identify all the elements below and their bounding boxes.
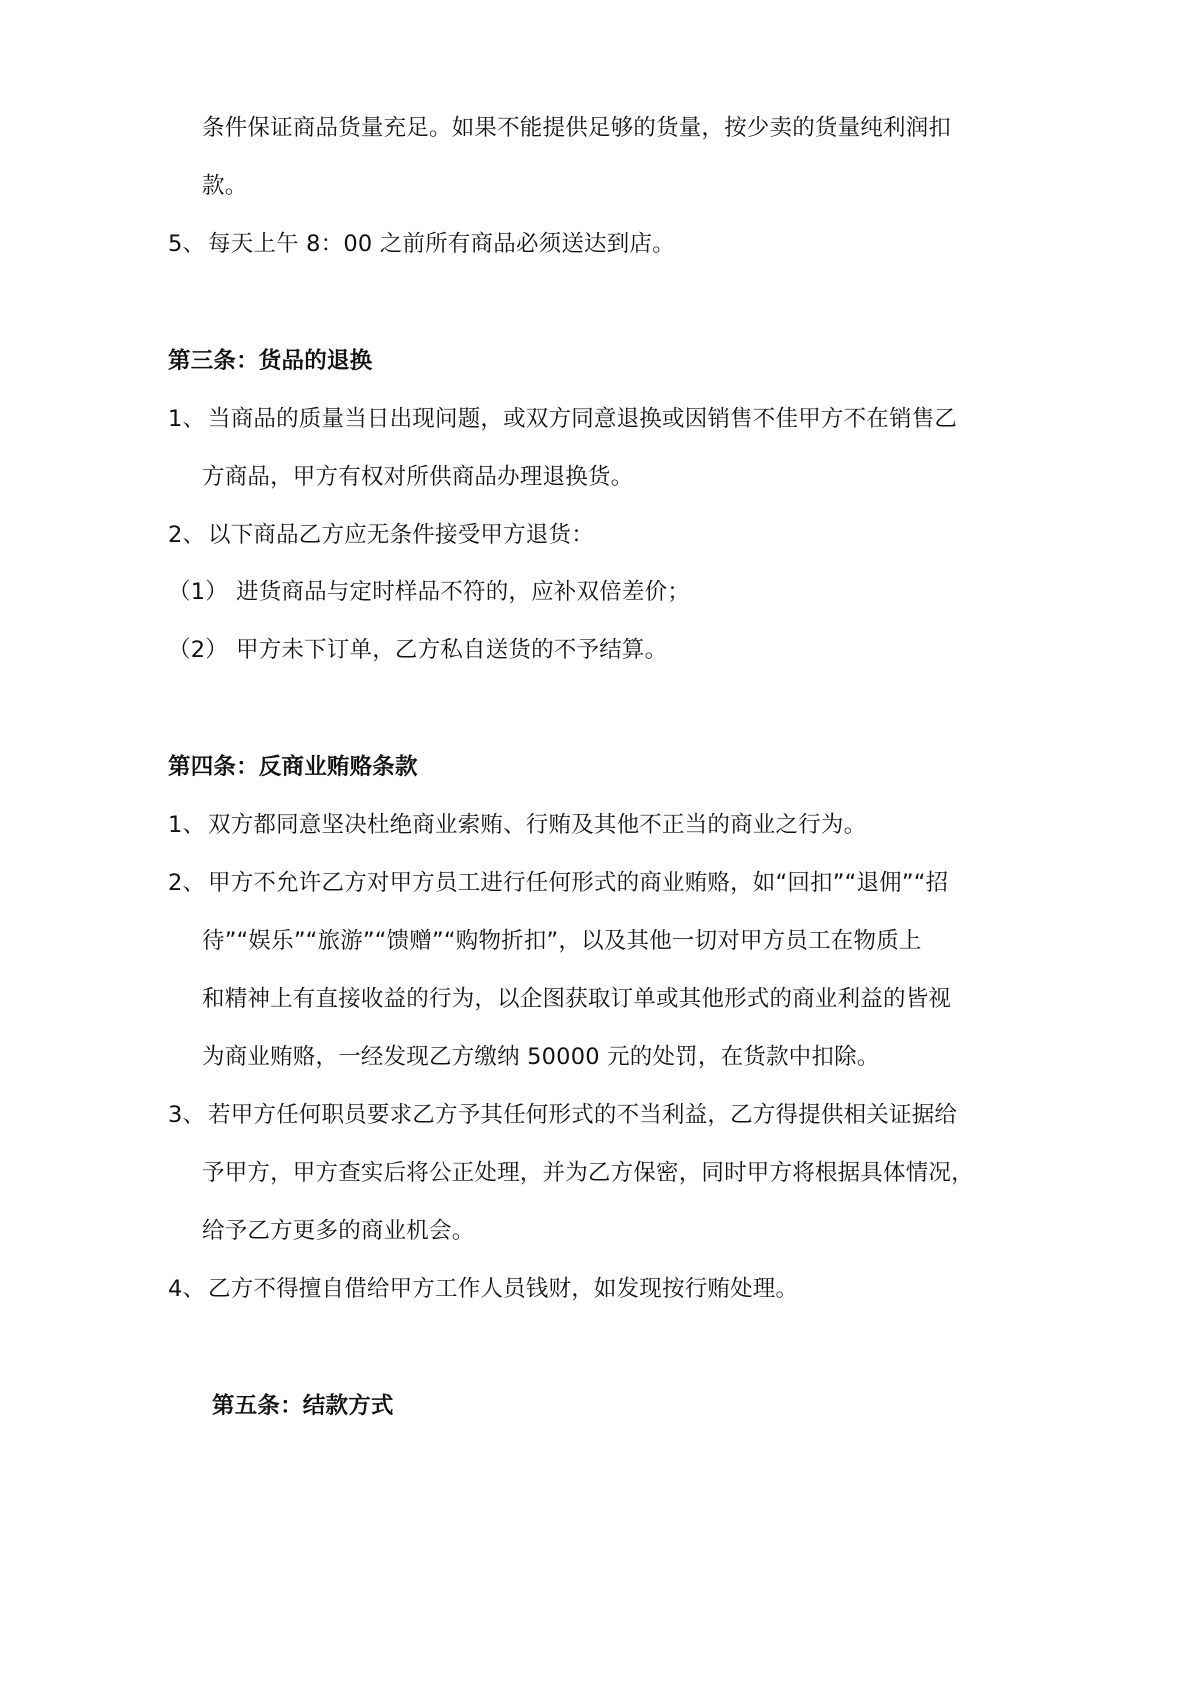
list-item-text: 当商品的质量当日出现问题，或双方同意退换或因销售不佳甲方不在销售乙 [208,406,958,432]
list-item-number: 2、 [168,522,206,548]
list-item-number: 2、 [168,870,206,896]
continuation-line-1: 条件保证商品货量充足。如果不能提供足够的货量，按少卖的货量纯利润扣 [202,115,952,141]
section-4-title: 第四条：反商业贿赂条款 [168,754,418,780]
section-4-item-2-line-3: 和精神上有直接收益的行为，以企图获取订单或其他形式的商业利益的皆视 [202,986,952,1012]
list-item-text: 乙方不得擅自借给甲方工作人员钱财，如发现按行贿处理。 [208,1276,799,1302]
subitem-number: （2） [168,637,228,663]
section-4-item-3-line-3: 给予乙方更多的商业机会。 [202,1218,475,1244]
subitem-text: 甲方未下订单，乙方私自送货的不予结算。 [236,637,668,663]
list-item-number: 1、 [168,812,206,838]
list-item-number: 4、 [168,1276,206,1302]
list-item-text: 若甲方任何职员要求乙方予其任何形式的不当利益，乙方得提供相关证据给 [208,1102,958,1128]
continuation-line-2: 款。 [202,173,248,199]
section-3-item-1-line-2: 方商品，甲方有权对所供商品办理退换货。 [202,464,634,490]
list-item-number: 5、 [168,231,206,257]
section-3-title: 第三条：货品的退换 [168,348,373,374]
section-4-item-2-line-2: 待”“娱乐”“旅游”“馈赠”“购物折扣”，以及其他一切对甲方员工在物质上 [202,928,922,954]
list-item-text: 每天上午 8：00 之前所有商品必须送达到店。 [208,231,675,257]
list-item-number: 3、 [168,1102,206,1128]
list-item-text: 甲方不允许乙方对甲方员工进行任何形式的商业贿赂，如“回扣”“退佣”“招 [208,870,949,896]
list-item-text: 以下商品乙方应无条件接受甲方退货： [208,522,594,548]
list-item-text: 双方都同意坚决杜绝商业索贿、行贿及其他不正当的商业之行为。 [208,812,867,838]
list-item-number: 1、 [168,406,206,432]
section-5-title: 第五条：结款方式 [212,1393,394,1419]
section-4-item-3-line-2: 予甲方，甲方查实后将公正处理，并为乙方保密，同时甲方将根据具体情况， [202,1160,974,1186]
subitem-number: （1） [168,579,228,605]
subitem-text: 进货商品与定时样品不符的，应补双倍差价； [236,579,691,605]
section-4-item-2-line-4: 为商业贿赂，一经发现乙方缴纳 50000 元的处罚，在货款中扣除。 [202,1044,880,1070]
